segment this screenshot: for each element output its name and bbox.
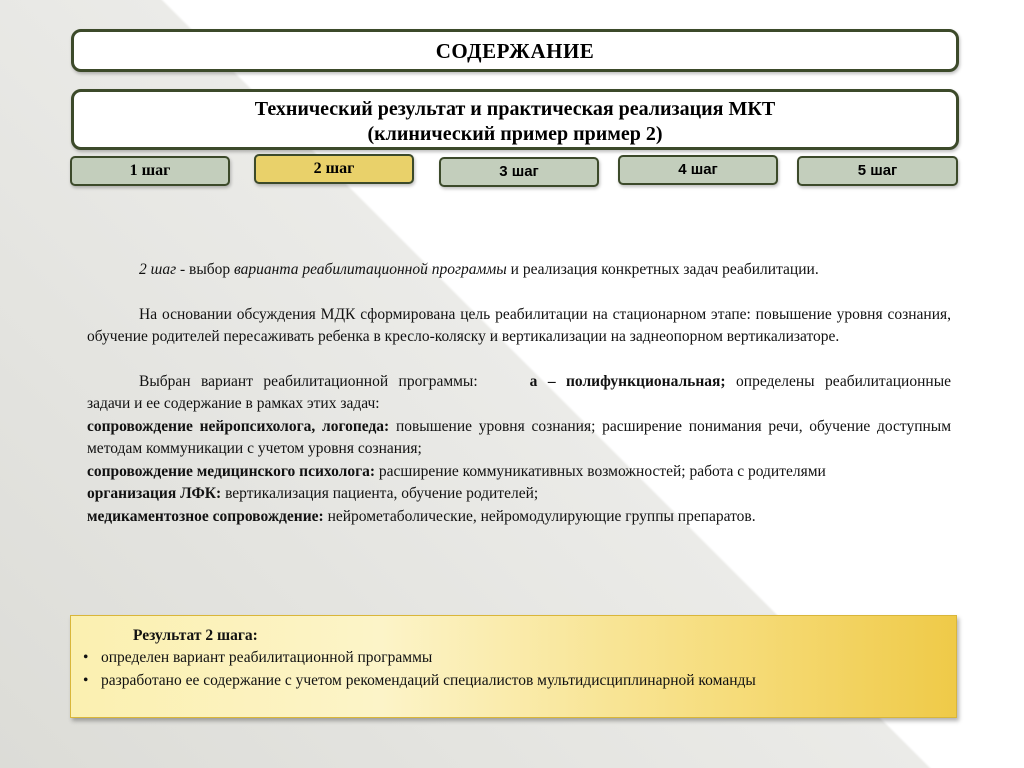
program-type: а – полифункциональная;: [529, 372, 726, 390]
task-text: расширение коммуникативных возможностей; работа с родителями: [375, 462, 826, 480]
step-description: [87, 259, 951, 528]
step-button-5[interactable]: 5 шаг: [797, 156, 958, 186]
program-paragraph: [87, 371, 951, 416]
step-name: 2 шаг: [139, 261, 177, 278]
task-item: [87, 461, 951, 484]
step-button-2[interactable]: 2 шаг: [254, 154, 414, 184]
step-button-4[interactable]: 4 шаг: [618, 155, 778, 185]
result-title: Результат 2 шага:: [133, 627, 258, 644]
task-item: [87, 483, 951, 506]
intro-paragraph: [87, 259, 951, 282]
task-label: медикаментозное сопровождение:: [87, 507, 324, 525]
result-list: [81, 647, 756, 692]
page-title: СОДЕРЖАНИЕ: [435, 39, 595, 63]
task-text: повышение уровня сознания; расширение понимания речи, обучение доступным методам коммуникации с учетом уровня сознания;: [87, 417, 952, 457]
step-button-1[interactable]: 1 шаг: [70, 156, 230, 186]
task-text: нейрометаболические, нейромодулирующие группы препаратов.: [323, 507, 756, 525]
intro-text: - выбор: [176, 261, 235, 278]
program-rest: определены реабилитационные задачи и ее содержание в рамках этих задач:: [87, 372, 951, 412]
subtitle-line-1: Технический результат и практическая реализация МКТ: [254, 98, 776, 120]
title-box: [71, 29, 959, 72]
result-box: [70, 615, 957, 718]
program-lead: Выбран вариант реабилитационной программы:: [139, 372, 478, 390]
step-button-3[interactable]: 3 шаг: [439, 157, 599, 187]
program-variant-phrase: варианта реабилитационной программы: [234, 261, 507, 278]
result-bullet: • разработано ее содержание с учетом рекомендаций специалистов мультидисциплинарной команды: [81, 670, 756, 693]
task-text: вертикализация пациента, обучение родителей;: [221, 485, 539, 502]
task-label: организация ЛФК:: [87, 485, 222, 502]
subtitle-box: [71, 89, 959, 150]
task-item: [87, 506, 951, 529]
result-bullet: • определен вариант реабилитационной программы: [81, 647, 756, 670]
task-label: сопровождение нейропсихолога, логопеда:: [87, 417, 390, 435]
task-item: [87, 416, 951, 461]
intro-text-rest: и реализация конкретных задач реабилитации.: [506, 261, 819, 278]
task-label: сопровождение медицинского психолога:: [87, 462, 376, 480]
goal-paragraph: На основании обсуждения МДК сформирована цель реабилитации на стационарном этапе: повышение уровня сознания, обучение родителей пересаживать ребенка в кресло-коляску и вертикализации на заднеопорном вертикализаторе.: [87, 305, 951, 345]
subtitle-line-2: (клинический пример пример 2): [367, 123, 663, 145]
